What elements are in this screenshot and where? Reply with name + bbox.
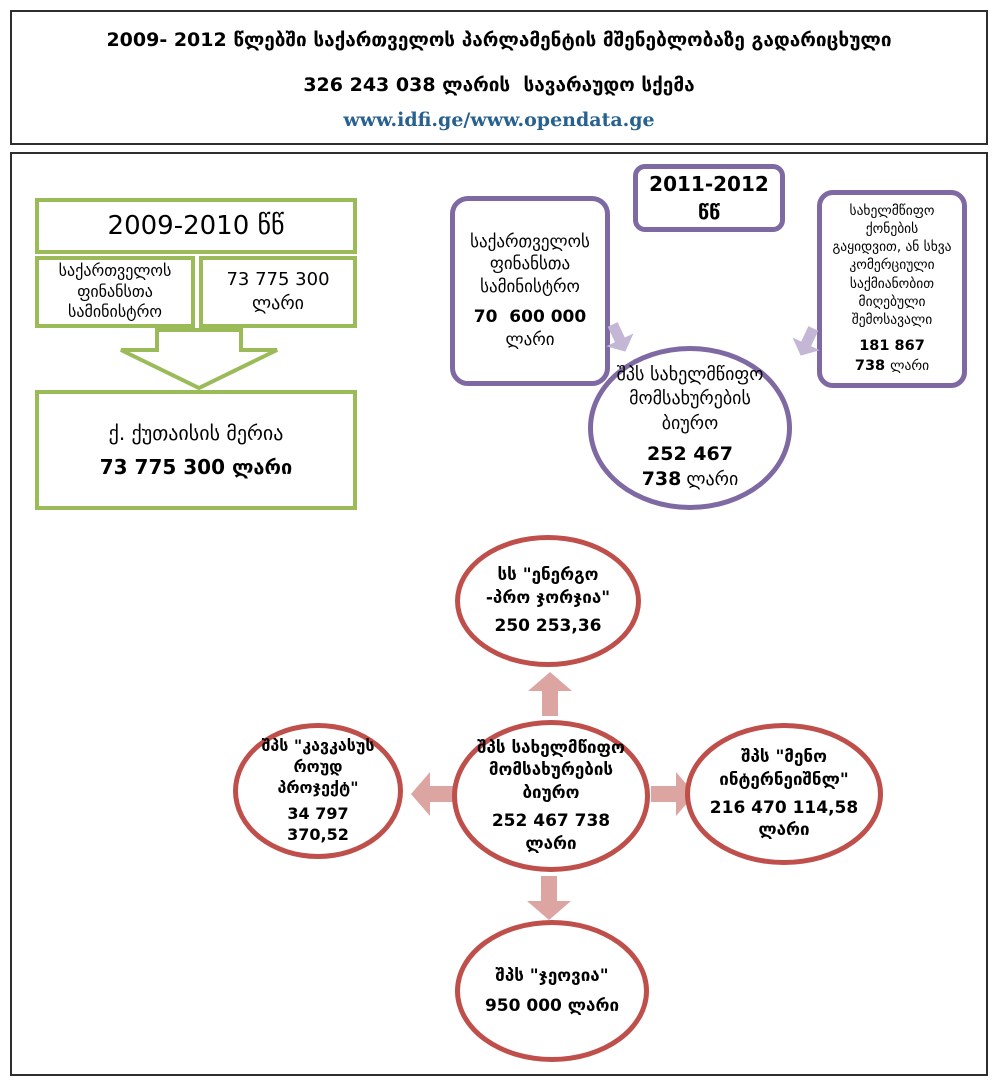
pink-left-arrow-icon	[411, 771, 455, 817]
purple-bureau-ellipse	[588, 346, 792, 510]
purple-income-label: სახელმწიფო ქონების გაყიდვით, ან სხვა კომერციული საქმიანობით მიღებული შემოსავალი	[832, 202, 952, 328]
purple-income-amount: 181 867 738	[854, 338, 925, 374]
red-bottom-amount: 950 000 ლარი	[484, 996, 620, 1016]
red-right-currency: ლარი	[758, 820, 810, 841]
red-left-label: შპს "კავკასუს როუდ პროჯექტ"	[261, 736, 375, 797]
purple-ministry-box	[450, 196, 610, 386]
title-line2: 326 243 038 ლარის სავარაუდო სქემა	[303, 74, 695, 96]
red-bottom-ellipse	[455, 920, 649, 1062]
title-line1: 2009- 2012 წლებში საქართველოს პარლამენტის მშენებლობაზე გადარიცხული	[106, 29, 892, 51]
header-box	[10, 10, 988, 145]
green-period-label: 2009-2010 წწ	[107, 211, 285, 241]
green-recipient-amount: 73 775 300 ლარი	[99, 455, 293, 479]
red-top-amount: 250 253,36	[494, 616, 602, 637]
purple-ministry-label: საქართველოს ფინანსთა სამინისტრო	[470, 231, 590, 297]
purple-bureau-currency: ლარი	[686, 469, 739, 491]
website-link[interactable]: www.idfi.ge/www.opendata.ge	[343, 109, 655, 131]
green-amount-box	[199, 256, 357, 328]
purple-period-label: 2011-2012 წწ	[649, 172, 769, 224]
diagram-canvas	[10, 152, 988, 1076]
green-source-box	[35, 256, 195, 328]
purple-income-box	[817, 190, 967, 388]
green-amount-currency: ლარი	[252, 293, 304, 314]
red-center-ellipse	[452, 720, 650, 872]
red-center-label: შპს სახელმწიფო მომსახურების ბიურო	[477, 737, 625, 803]
green-source-label: საქართველოს ფინანსთა სამინისტრო	[58, 260, 172, 322]
green-recipient-box	[35, 390, 357, 510]
purple-income-currency: ლარი	[890, 357, 930, 374]
green-down-arrow-icon	[119, 328, 279, 390]
pink-down-arrow-icon	[526, 876, 572, 920]
red-right-label: შპს "მენო ინტერნეიშნლ"	[719, 747, 849, 790]
red-top-ellipse	[455, 535, 641, 667]
red-top-label: სს "ენერგო -პრო ჯორჯია"	[485, 565, 611, 608]
green-amount-value: 73 775 300	[226, 268, 330, 290]
purple-bureau-label: შპს სახელმწიფო მომსახურების ბიურო	[616, 363, 764, 434]
red-left-amount: 34 797 370,52	[287, 804, 349, 845]
red-center-currency: ლარი	[525, 833, 577, 854]
red-bottom-label: შპს "ჯეოვია"	[495, 965, 609, 986]
green-period-box	[35, 198, 357, 254]
purple-ministry-currency: ლარი	[505, 329, 555, 350]
purple-ministry-amount: 70 600 000	[473, 307, 587, 328]
red-center-amount: 252 467 738	[491, 811, 611, 832]
purple-bureau-amount: 252 467 738	[641, 442, 733, 491]
red-right-amount: 216 470 114,58	[709, 798, 859, 818]
green-recipient-label: ქ. ქუთაისის მერია	[108, 421, 284, 445]
pink-up-arrow-icon	[528, 672, 572, 716]
purple-period-box	[633, 164, 785, 232]
red-left-ellipse	[233, 723, 403, 859]
red-right-ellipse	[685, 723, 883, 865]
